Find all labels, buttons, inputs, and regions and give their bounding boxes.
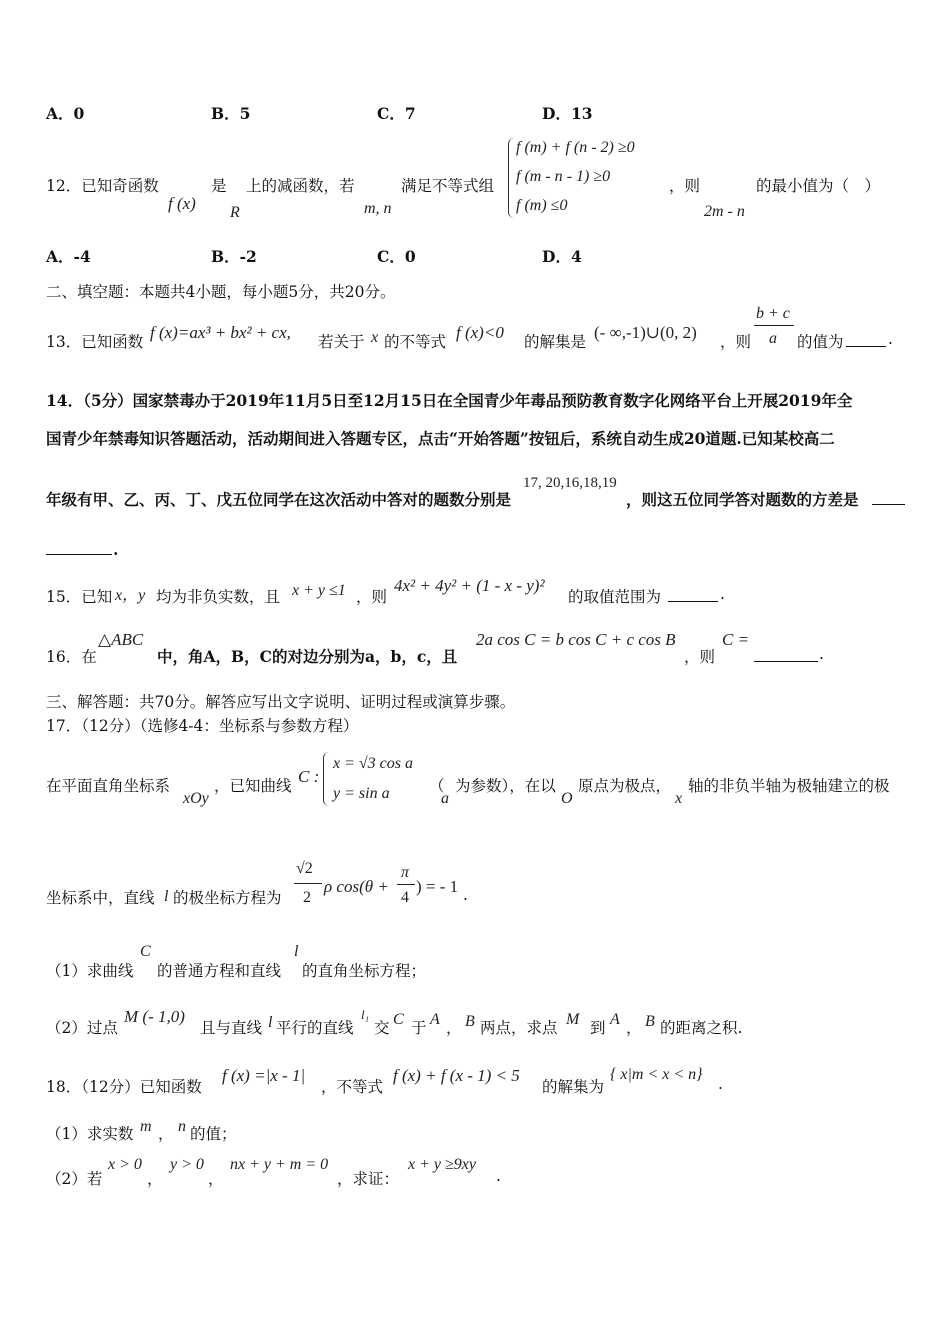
q14-line2: 国青少年禁毒知识答题活动，活动期间进入答题专区，点击“开始答题”按钮后，系统自动生成20道题.已知某校高二	[46, 429, 835, 448]
q18-c4: x + y ≥9xy	[408, 1156, 476, 1173]
q17-p2c: 平行的直线	[276, 1019, 354, 1037]
q17-p2h: 的距离之积.	[660, 1019, 743, 1037]
q18-prefix: 18．（12分）已知函数	[46, 1078, 202, 1096]
q18-func: f (x) =|x - 1|	[222, 1066, 306, 1085]
q17-B: B	[465, 1013, 475, 1030]
q13-set: (- ∞,-1)∪(0, 2)	[594, 323, 697, 342]
q14-line3b: ，则这五位同学答对题数的方差是	[626, 490, 859, 509]
q17-p2b: 且与直线	[200, 1019, 263, 1037]
q17-p2f: 两点，求点	[480, 1019, 558, 1037]
q17-O: O	[561, 790, 573, 807]
q18-p1a: （1）求实数	[46, 1125, 134, 1143]
q13-x: x	[371, 329, 379, 346]
q13-mid: 若关于	[318, 333, 365, 351]
q18-ineq: f (x) + f (x - 1) < 5	[393, 1066, 520, 1085]
q13-ineq: f (x)<0	[456, 323, 504, 342]
q17-p2C: C	[393, 1011, 404, 1028]
q17-a: a	[441, 790, 449, 807]
q18-c1: x > 0	[108, 1156, 142, 1173]
q17-title: 17．（12分）（选修4-4：坐标系与参数方程）	[46, 717, 359, 735]
q17-l1b: ，已知曲线	[214, 777, 292, 795]
q12-sys2: f (m - n - 1) ≥0	[516, 168, 611, 185]
q17-l1a: 在平面直角坐标系	[46, 777, 171, 795]
q16-period: .	[819, 645, 824, 663]
q13-den: a	[769, 330, 777, 347]
option-a: A．0	[46, 104, 85, 123]
q18-sep2: ，	[208, 1170, 224, 1188]
q14-data: 17, 20,16,18,19	[523, 475, 617, 491]
q18-period2: .	[496, 1167, 501, 1185]
q17-comma: ，	[446, 1019, 462, 1037]
q18-p2a: （2）若	[46, 1170, 103, 1188]
q17-A: A	[430, 1011, 440, 1028]
q17-M2: M	[566, 1011, 580, 1028]
q17-p2e: 于	[411, 1019, 427, 1037]
q17-l1c: （	[429, 777, 445, 795]
q15-period: .	[720, 585, 725, 603]
section-heading-solve: 三、解答题：共70分。解答应写出文字说明、证明过程或演算步骤。	[46, 693, 516, 711]
q12-expr: 2m - n	[704, 203, 745, 220]
q17-sqrt2: √2	[296, 860, 313, 877]
q17-l: l	[164, 888, 169, 905]
q16-C: C =	[722, 630, 750, 649]
answer-blank	[668, 601, 718, 602]
q12-R: R	[230, 204, 240, 221]
q14-line1: 14．（5分）国家禁毒办于2019年11月5日至12月15日在全国青少年毒品预防教育数字化网络平台上开展2019年全	[46, 391, 853, 410]
q17-p1a: （1）求曲线	[46, 962, 134, 980]
q13-func: f (x)=ax³ + bx² + cx,	[150, 323, 291, 342]
q13-end: 的值为	[797, 333, 844, 351]
q16-eq: 2a cos C = b cos C + c cos B	[476, 630, 676, 649]
q16-mid: 中，角A，B，C的对边分别为a，b，c，且	[157, 647, 458, 666]
q17-l1f: 轴的非负半轴为极轴建立的极	[688, 777, 890, 795]
q17-p1c: 的直角坐标方程；	[302, 962, 427, 980]
q17-period: .	[463, 886, 468, 904]
q12-satisfy: 满足不等式组	[401, 177, 495, 195]
q17-l2b: 的极坐标方程为	[173, 889, 282, 907]
q17-p2g: 到	[590, 1019, 606, 1037]
q17-p2a: （2）过点	[46, 1019, 118, 1037]
option-c: C．0	[377, 247, 416, 266]
q12-is: 是	[211, 177, 227, 195]
q12-sys1: f (m) + f (n - 2) ≥0	[516, 139, 635, 156]
q13-mid2: 的不等式	[384, 333, 447, 351]
section-heading-fill: 二、填空题：本题共4小题，每小题5分，共20分。	[46, 283, 396, 301]
q13-num: b + c	[756, 305, 790, 322]
q17-l1: l₁	[361, 1007, 370, 1022]
q14-end: .	[113, 540, 119, 559]
option-d: D．13	[542, 104, 593, 123]
q15-cond: x + y ≤1	[292, 582, 346, 599]
option-b: B．-2	[211, 247, 257, 266]
q15-mid: 均为非负实数，且	[156, 588, 281, 606]
answer-blank	[846, 346, 886, 347]
q12-min: 的最小值为（ ）	[756, 177, 881, 195]
q18-mid: ，不等式	[321, 1078, 384, 1096]
q17-four: 4	[401, 889, 409, 906]
option-a: A．-4	[46, 247, 91, 266]
q14-line3: 年级有甲、乙、丙、丁、戊五位同学在这次活动中答对的题数分别是	[46, 490, 512, 509]
option-d: D．4	[542, 247, 582, 266]
q13-mid3: 的解集是	[524, 333, 587, 351]
q17-comma2: ，	[626, 1019, 642, 1037]
answer-blank	[754, 661, 818, 662]
q18-period: .	[718, 1075, 723, 1093]
q17-p1b: 的普通方程和直线	[157, 962, 282, 980]
q18-sep1: ，	[147, 1170, 163, 1188]
q13-period: .	[888, 330, 893, 348]
q17-x: x	[675, 790, 683, 807]
q12-on: 上的减函数，若	[246, 177, 355, 195]
q15-end: 的取值范围为	[568, 588, 662, 606]
q17-two: 2	[303, 889, 311, 906]
q12-fx: f (x)	[168, 194, 196, 213]
fraction-bar	[294, 883, 322, 884]
q17-C: C :	[298, 767, 320, 786]
q13-prefix: 13．已知函数	[46, 333, 144, 351]
system-brace	[508, 138, 515, 218]
q18-p1b: 的值；	[190, 1125, 237, 1143]
q17-p2l: l	[268, 1014, 273, 1031]
fraction-bar	[397, 884, 415, 885]
q17-l1d: 为参数），在以	[455, 777, 556, 795]
q16-mid2: ，则	[684, 648, 716, 666]
q17-xOy: xOy	[183, 790, 209, 807]
q15-expr: 4x² + 4y² + (1 - x - y)²	[394, 576, 545, 595]
q18-c2: y > 0	[170, 1156, 204, 1173]
q18-m: m	[140, 1118, 152, 1135]
q17-p2d: 交	[374, 1019, 390, 1037]
q17-rho: ρ cos(θ +	[324, 877, 389, 896]
q18-set: { x|m < x < n}	[610, 1066, 703, 1083]
answer-blank	[872, 504, 905, 505]
q12-sys3: f (m) ≤0	[516, 197, 568, 214]
q16-triangle: △ABC	[98, 630, 144, 649]
curve-brace	[323, 752, 330, 806]
q18-n: n	[178, 1118, 186, 1135]
q17-l2a: 坐标系中，直线	[46, 889, 155, 907]
q12-mn: m, n	[364, 200, 392, 217]
q15-mid2: ，则	[356, 588, 388, 606]
q12-then: ，则	[669, 177, 701, 195]
q18-comma: ，	[158, 1125, 174, 1143]
option-c: C．7	[377, 104, 416, 123]
q17-A2: A	[610, 1011, 620, 1028]
q17-eq1: x = √3 cos a	[333, 755, 414, 772]
answer-blank-cont	[46, 554, 112, 555]
q16-prefix: 16．在	[46, 648, 97, 666]
q17-l1e: 原点为极点，	[578, 777, 672, 795]
option-b: B．5	[211, 104, 251, 123]
q18-p2b: ，求证：	[337, 1170, 400, 1188]
q17-M: M (- 1,0)	[124, 1007, 185, 1026]
q13-mid4: ，则	[720, 333, 752, 351]
q15-vars: x，y	[115, 587, 146, 604]
q17-p1C: C	[140, 943, 151, 960]
q17-tail: ) = - 1	[416, 877, 459, 896]
q12-prefix: 12．已知奇函数	[46, 177, 159, 195]
q18-mid2: 的解集为	[542, 1078, 605, 1096]
q17-p1l: l	[294, 943, 299, 960]
q18-c3: nx + y + m = 0	[230, 1156, 329, 1173]
q17-B2: B	[645, 1013, 655, 1030]
q15-prefix: 15．已知	[46, 588, 113, 606]
fraction-bar	[754, 325, 794, 326]
q17-pi: π	[401, 864, 410, 881]
q17-eq2: y = sin a	[333, 785, 390, 802]
